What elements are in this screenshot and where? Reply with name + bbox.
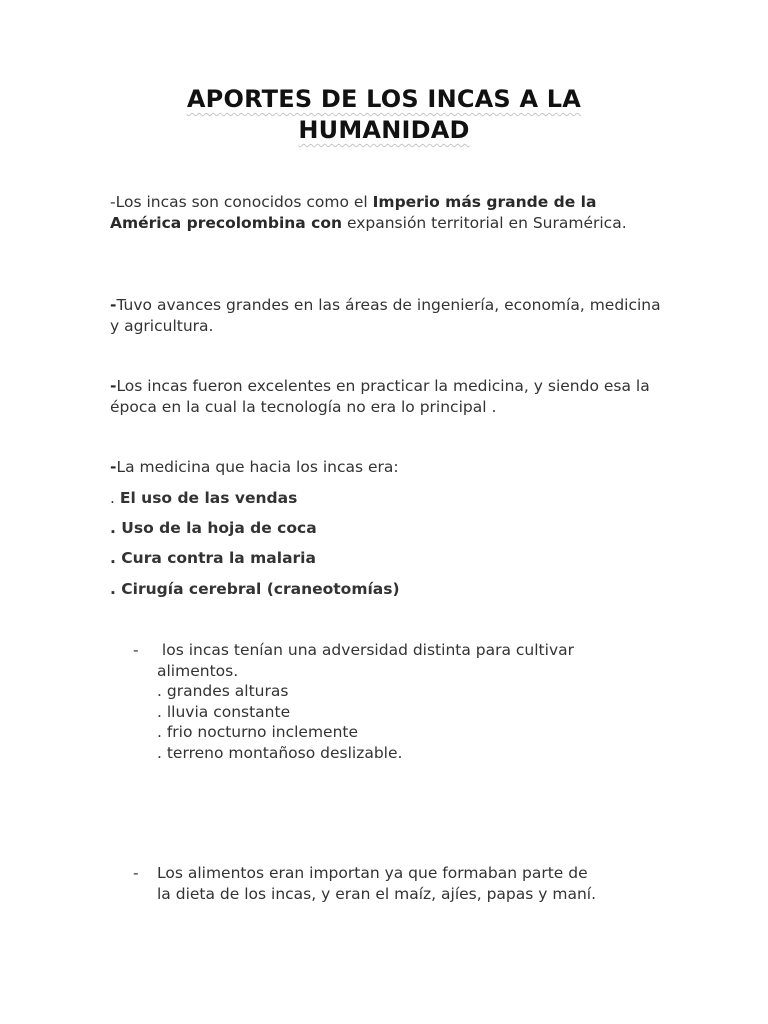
paragraph-medicina <box>110 376 670 417</box>
paragraph-medicina-list-intro <box>110 457 670 478</box>
paragraph-imperio-bold: Imperio más grande de la América precolombina con <box>110 193 597 232</box>
medicine-item-bullet: . <box>110 580 122 598</box>
paragraph-avances-dash: - <box>110 296 117 314</box>
medicine-item-text: Cura contra la malaria <box>121 549 316 567</box>
dash-item-line: . terreno montañoso deslizable. <box>157 743 403 762</box>
medicine-item-text: Cirugía cerebral (craneotomías) <box>121 580 400 598</box>
paragraph-medicina-dash: - <box>110 377 117 395</box>
paragraph-avances-text: Tuvo avances grandes en las áreas de ingeniería, economía, medicina y agricultura. <box>110 296 661 335</box>
title-line-2: HUMANIDAD <box>298 116 470 144</box>
dash-item-line: . grandes alturas <box>157 682 289 700</box>
dash-item-line: . frio nocturno inclemente <box>157 723 359 741</box>
paragraph-medicina-text: Los incas fueron excelentes en practicar la medicina, y siendo esa la época en la cual la tecnología no era lo principal . <box>110 377 650 416</box>
medicine-item-bullet: . <box>110 549 122 567</box>
medicine-item <box>110 488 297 508</box>
dash-bullet: - <box>133 641 139 659</box>
paragraph-list-intro-dash: - <box>110 458 117 476</box>
dash-item-line: los incas tenían una adversidad distinta para cultivar <box>157 641 574 659</box>
dash-item-line: la dieta de los incas, y eran el maíz, ajíes, papas y maní. <box>157 884 597 903</box>
title-line-1: APORTES DE LOS INCAS A LA <box>186 85 582 113</box>
medicine-item-text: Uso de la hoja de coca <box>121 519 317 537</box>
medicine-item <box>110 548 316 568</box>
medicine-item <box>110 518 317 538</box>
paragraph-avances <box>110 295 670 336</box>
dash-list-item-content <box>157 863 663 904</box>
dash-item-line: alimentos. <box>157 661 239 680</box>
medicine-item <box>110 579 400 599</box>
document-title <box>110 84 658 146</box>
dash-item-line: Los alimentos eran importan ya que formaban parte de <box>157 864 588 882</box>
paragraph-imperio-prefix: -Los incas son conocidos como el <box>110 193 373 211</box>
dash-list-item-content <box>157 640 663 763</box>
dash-item-line: . lluvia constante <box>157 702 291 721</box>
dash-list-item-alimentos <box>133 863 663 904</box>
paragraph-imperio-suffix: expansión territorial en Suramérica. <box>342 213 627 232</box>
dash-bullet: - <box>133 864 139 882</box>
dash-list-item-adversidad <box>133 640 663 763</box>
medicine-item-bullet: . <box>110 519 122 537</box>
medicine-item-text: El uso de las vendas <box>119 489 298 507</box>
paragraph-list-intro-text: La medicina que hacia los incas era: <box>116 458 399 476</box>
paragraph-imperio <box>110 192 670 233</box>
medicine-item-bullet: . <box>110 489 120 507</box>
